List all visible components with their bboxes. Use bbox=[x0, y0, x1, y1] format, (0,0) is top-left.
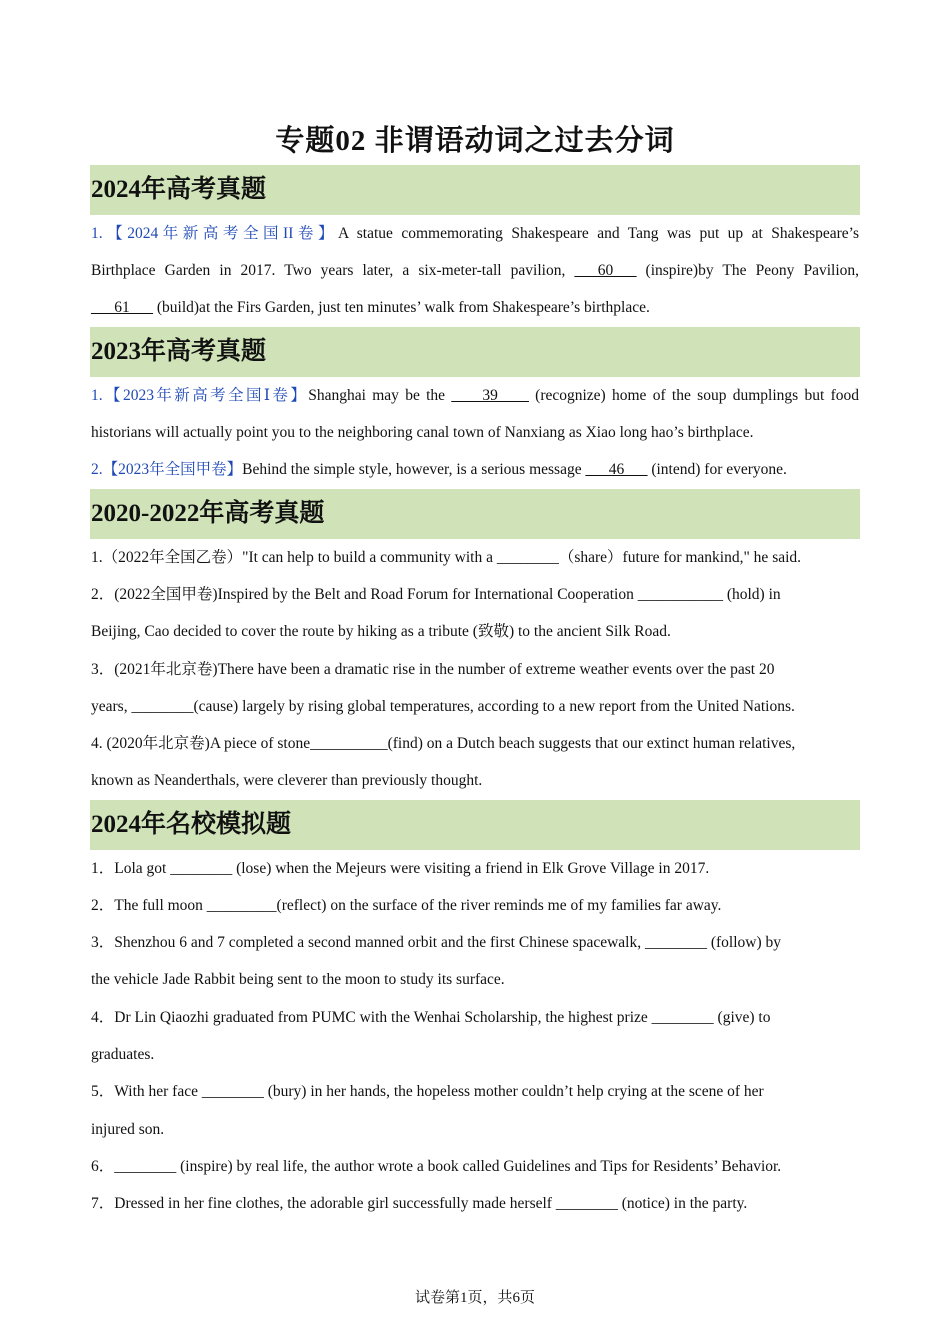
question-line bbox=[91, 297, 859, 319]
section-heading-2020-2022-gaokao: 2020-2022年高考真题 bbox=[90, 489, 860, 539]
question-source-tag: 1.【2023年新高考全国Ⅰ卷】 bbox=[91, 387, 309, 404]
question-line: known as Neanderthals, were cleverer than previously thought. bbox=[91, 772, 483, 789]
question-line: 4．Dr Lin Qiaozhi graduated from PUMC with the Wenhai Scholarship, the highest prize ________ (give) to bbox=[91, 1009, 771, 1026]
question-line: 5．With her face ________ (bury) in her hands, the hopeless mother couldn’t help crying at the scene of her bbox=[91, 1083, 764, 1100]
question-line: historians will actually point you to the neighboring canal town of Nanxiang as Xiao long hao’s birthplace. bbox=[91, 424, 754, 441]
question-text: (inspire)by The Peony Pavilion, bbox=[636, 262, 859, 279]
question-text: (build)at the Firs Garden, just ten minutes’ walk from Shakespeare’s birthplace. bbox=[153, 299, 650, 316]
question-line: 3．Shenzhou 6 and 7 completed a second manned orbit and the first Chinese spacewalk, ________ (follow) by bbox=[91, 934, 782, 951]
answer-blank[interactable]: ___60___ bbox=[574, 262, 637, 279]
question-line: 2．The full moon _________(reflect) on the surface of the river reminds me of my families far away. bbox=[91, 897, 722, 914]
question-line: 3．(2021年北京卷)There have been a dramatic rise in the number of extreme weather events over the past 20 bbox=[91, 661, 775, 678]
document-title: 专题02 非谓语动词之过去分词 bbox=[275, 125, 675, 157]
question-line: years, ________(cause) largely by rising global temperatures, according to a new report from the United Nations. bbox=[91, 698, 795, 715]
page-footer: 试卷第1页，共6页 bbox=[414, 1290, 535, 1306]
question-text: Behind the simple style, however, is a serious message bbox=[242, 461, 586, 478]
question-text: A statue commemorating Shakespeare and Tang was put up at Shakespeare’s bbox=[338, 225, 859, 242]
question-line: Beijing, Cao decided to cover the route by hiking as a tribute (致敬) to the ancient Silk Road. bbox=[91, 623, 671, 640]
answer-blank[interactable]: ____39____ bbox=[451, 387, 529, 404]
question-text: Birthplace Garden in 2017. Two years later, a six-meter-tall pavilion, bbox=[91, 262, 575, 279]
question-source-tag: 1.【2024年新高考全国II卷】 bbox=[91, 225, 338, 242]
question-line bbox=[91, 260, 859, 282]
question-line: 4. (2020年北京卷)A piece of stone__________(find) on a Dutch beach suggests that our extinct human relatives, bbox=[91, 735, 796, 752]
question-line: 1.（2022年全国乙卷）"It can help to build a community with a ________（share）future for mankind," he said. bbox=[91, 549, 802, 566]
question-source-tag: 2.【2023年全国甲卷】 bbox=[91, 461, 243, 478]
answer-blank[interactable]: ___46___ bbox=[585, 461, 648, 478]
question-line: injured son. bbox=[91, 1121, 165, 1138]
question-line: 2．(2022全国甲卷)Inspired by the Belt and Road Forum for International Cooperation ___________ (hold) in bbox=[91, 586, 781, 603]
question-line: 7．Dressed in her fine clothes, the adorable girl successfully made herself ________ (notice) in the party. bbox=[91, 1195, 748, 1212]
question-text: (recognize) home of the soup dumplings but food bbox=[528, 387, 859, 404]
question-line: 1．Lola got ________ (lose) when the Mejeurs were visiting a friend in Elk Grove Village in 2017. bbox=[91, 860, 710, 877]
question-text: Shanghai may be the bbox=[308, 387, 452, 404]
answer-blank[interactable]: ___61___ bbox=[91, 299, 153, 316]
question-line bbox=[91, 459, 859, 481]
question-line bbox=[91, 385, 859, 407]
question-line bbox=[91, 223, 859, 245]
section-heading-2024-mock: 2024年名校模拟题 bbox=[90, 800, 860, 850]
section-heading-2023-gaokao: 2023年高考真题 bbox=[90, 327, 860, 377]
question-text: (intend) for everyone. bbox=[647, 461, 787, 478]
section-heading-2024-gaokao: 2024年高考真题 bbox=[90, 165, 860, 215]
question-line: 6．________ (inspire) by real life, the author wrote a book called Guidelines and Tips for Residents’ Behavior. bbox=[91, 1158, 782, 1175]
question-line: graduates. bbox=[91, 1046, 155, 1063]
question-line: the vehicle Jade Rabbit being sent to the moon to study its surface. bbox=[91, 971, 505, 988]
